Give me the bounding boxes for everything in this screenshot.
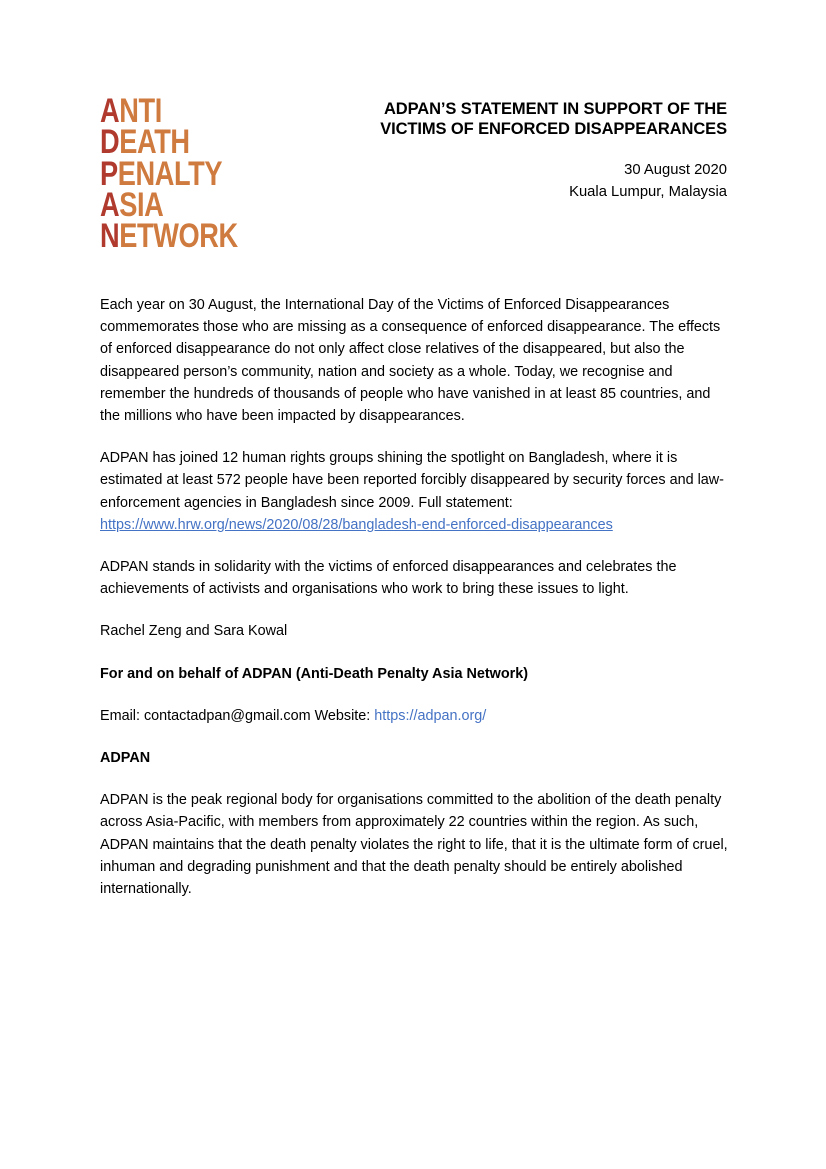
logo-lead-letter-a: A bbox=[100, 92, 120, 130]
logo-lead-letter-p: P bbox=[100, 154, 118, 193]
signatories-line: Rachel Zeng and Sara Kowal bbox=[100, 623, 288, 640]
hrw-statement-link[interactable]: https://www.hrw.org/news/2020/08/28/bangladesh-end-enforced-disappearances bbox=[100, 516, 613, 533]
behalf-of-line: For and on behalf of ADPAN (Anti-Death Penalty Asia Network) bbox=[100, 665, 529, 682]
contact-line bbox=[100, 705, 728, 727]
statement-link-line bbox=[100, 514, 728, 536]
adpan-website-link[interactable]: https://adpan.org/ bbox=[374, 707, 487, 724]
paragraph-solidarity: ADPAN stands in solidarity with the victims of enforced disappearances and celebrates the achievements of activists and organisations who work to bring these issues to light. bbox=[100, 559, 677, 598]
document-location: Kuala Lumpur, Malaysia bbox=[569, 184, 727, 201]
about-paragraph: ADPAN is the peak regional body for organisations committed to the abolition of the death penalty across Asia-Pacific, with members from approximately 22 countries within the region. As such, ADPAN maintains that the death penalty violates the right to life, that it is the ultimate form of cruel, inhuman and degrading punishment and that the death penalty should be entirely abolished internationally. bbox=[100, 792, 728, 898]
adpan-logo bbox=[100, 92, 250, 256]
logo-lead-letter-d: D bbox=[100, 123, 120, 162]
logo-lead-letter-a2: A bbox=[100, 185, 120, 224]
contact-prefix-text: Email: contactadpan@gmail.com Website: bbox=[100, 707, 375, 724]
page-title bbox=[267, 99, 727, 139]
logo-rest-eath: EATH bbox=[119, 123, 190, 162]
title-line-2: VICTIMS OF ENFORCED DISAPPEARANCES bbox=[380, 120, 727, 139]
document-body bbox=[100, 294, 728, 920]
paragraph-bangladesh: ADPAN has joined 12 human rights groups shining the spotlight on Bangladesh, where it is estimated at least 572 people have been reported forcibly disappeared by security forces and law-enforcement agencies in Bangladesh since 2009. Full statement: bbox=[100, 450, 724, 511]
paragraph-intro: Each year on 30 August, the International Day of the Victims of Enforced Disappearances commemorates those who are missing as a consequence of enforced disappearance. The effects of enforced disappearance do not only affect close relatives of the disappeared, but also the disappeared person’s community, nation and society as a whole. Today, we recognise and remember the hundreds of thousands of people who have vanished in at least 85 countries, and the millions who have been impacted by disappearances. bbox=[100, 297, 721, 425]
document-date: 30 August 2020 bbox=[624, 162, 727, 178]
logo-line-network bbox=[100, 217, 238, 256]
document-meta bbox=[267, 159, 727, 203]
title-line-1: ADPAN’S STATEMENT IN SUPPORT OF THE bbox=[383, 100, 727, 118]
logo-lead-letter-n: N bbox=[100, 217, 120, 256]
about-heading: ADPAN bbox=[100, 750, 151, 767]
logo-rest-etwork: ETWORK bbox=[119, 217, 238, 256]
logo-rest-enalty: ENALTY bbox=[117, 154, 223, 193]
document-header bbox=[0, 0, 826, 275]
logo-rest-sia: SIA bbox=[119, 185, 164, 224]
logo-rest-nti: NTI bbox=[119, 92, 162, 130]
